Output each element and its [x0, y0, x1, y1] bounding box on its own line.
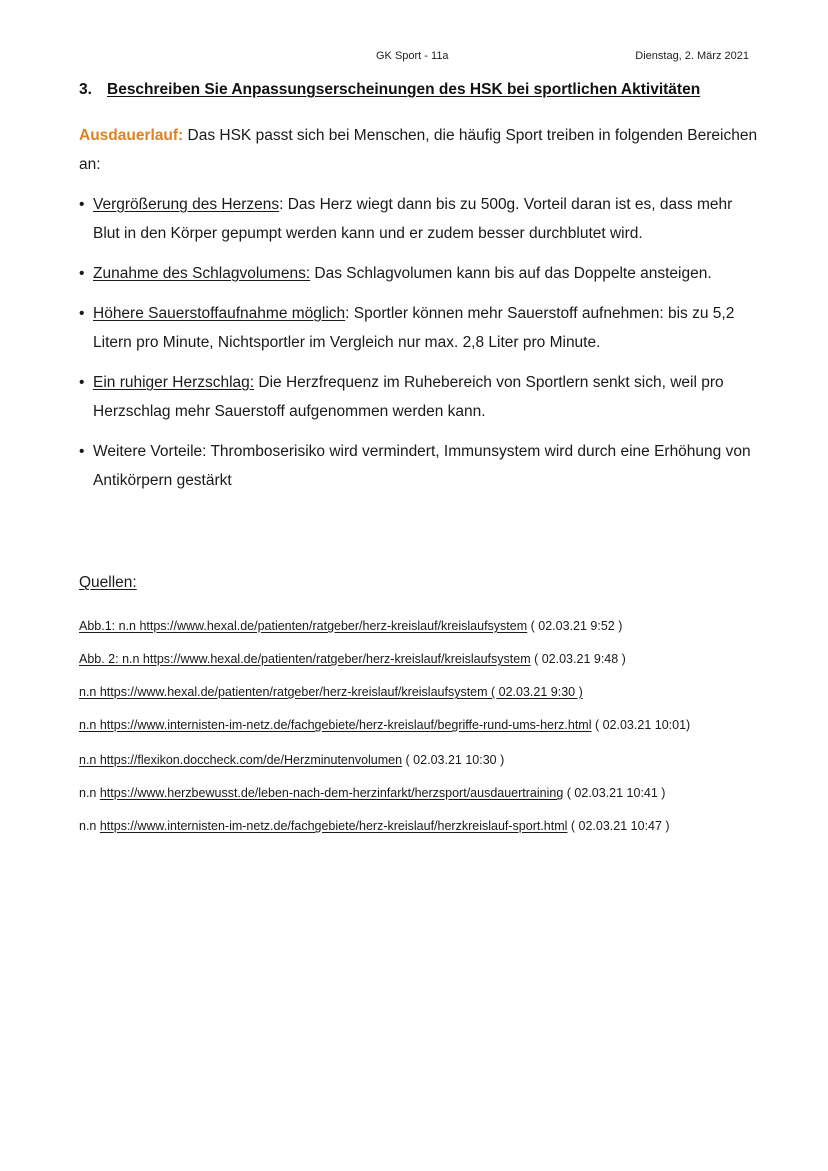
bullet-term: Ein ruhiger Herzschlag:	[93, 374, 255, 391]
source-link[interactable]: https://www.internisten-im-netz.de/fachgebiete/herz-kreislauf/herzkreislauf-sport.html	[99, 819, 568, 833]
source-date: ( 02.03.21 10:01)	[591, 718, 691, 732]
bullet-text: : Sportler können mehr Sauerstoff aufnehmen: bis zu 5,2 Litern pro Minute, Nichtsportler im Vergleich nur max. 2,8 Liter pro Minute.	[93, 305, 735, 351]
list-item	[79, 259, 759, 288]
bullet-term: Höhere Sauerstoffaufnahme möglich	[93, 305, 346, 322]
heading-text: Beschreiben Sie Anpassungserscheinungen des HSK bei sportlichen Aktivitäten	[107, 81, 701, 98]
source-item	[79, 615, 759, 637]
list-item	[79, 299, 759, 357]
bullet-icon: •	[79, 374, 85, 391]
bullet-term: Zunahme des Schlagvolumens:	[93, 265, 311, 282]
source-item	[79, 681, 759, 703]
bullet-text: Das Schlagvolumen kann bis auf das Doppelte ansteigen.	[310, 265, 712, 282]
bullet-icon: •	[79, 265, 85, 282]
bullet-icon: •	[79, 443, 85, 460]
source-item	[79, 749, 759, 771]
bullet-text: : Das Herz wiegt dann bis zu 500g. Vorteil daran ist es, dass mehr Blut in den Körper gepumpt werden kann und er zudem besser durchblutet wird.	[93, 196, 733, 242]
source-date: ( 02.03.21 9:48 )	[530, 652, 626, 666]
section-heading	[79, 81, 759, 99]
bullet-text: Die Herzfrequenz im Ruhebereich von Sportlern senkt sich, weil pro Herzschlag mehr Sauerstoff aufgenommen werden kann.	[93, 374, 724, 420]
source-date: ( 02.03.21 9:52 )	[527, 619, 623, 633]
source-link[interactable]: n.n https://www.internisten-im-netz.de/fachgebiete/herz-kreislauf/begriffe-rund-ums-herz.html	[79, 718, 592, 732]
source-date: ( 02.03.21 10:47 )	[567, 819, 670, 833]
intro-text: Das HSK passt sich bei Menschen, die häufig Sport treiben in folgenden Bereichen an:	[79, 127, 758, 173]
bullet-text: Weitere Vorteile: Thromboserisiko wird vermindert, Immunsystem wird durch eine Erhöhung von Antikörpern gestärkt	[93, 443, 751, 489]
adaptation-list	[79, 190, 759, 506]
source-item	[79, 782, 759, 804]
source-date: ( 02.03.21 10:41 )	[563, 786, 666, 800]
source-link[interactable]: n.n https://www.hexal.de/patienten/ratgeber/herz-kreislauf/kreislaufsystem ( 02.03.21 9:30 )	[79, 685, 583, 699]
list-item	[79, 190, 759, 248]
header-date: Dienstag, 2. März 2021	[635, 50, 749, 62]
sources-list	[79, 615, 759, 848]
source-link[interactable]: https://www.herzbewusst.de/leben-nach-dem-herzinfarkt/herzsport/ausdauertraining	[99, 786, 564, 800]
bullet-icon: •	[79, 196, 85, 213]
sources-title: Quellen:	[79, 574, 137, 591]
list-item	[79, 437, 759, 495]
intro-lead: Ausdauerlauf:	[79, 127, 184, 144]
source-date: ( 02.03.21 10:30 )	[402, 753, 505, 767]
heading-number: 3.	[79, 81, 92, 98]
source-item	[79, 714, 759, 736]
source-link[interactable]: n.n https://flexikon.doccheck.com/de/Herzminutenvolumen	[79, 753, 403, 767]
header-course: GK Sport - 11a	[376, 50, 449, 62]
source-link[interactable]: Abb.1: n.n https://www.hexal.de/patienten/ratgeber/herz-kreislauf/kreislaufsystem	[79, 619, 528, 633]
source-item	[79, 815, 759, 837]
source-link[interactable]: Abb. 2: n.n https://www.hexal.de/patienten/ratgeber/herz-kreislauf/kreislaufsystem	[79, 652, 531, 666]
intro-paragraph	[79, 121, 759, 179]
source-prefix: n.n	[79, 819, 100, 833]
source-item	[79, 648, 759, 670]
source-prefix: n.n	[79, 786, 100, 800]
bullet-icon: •	[79, 305, 85, 322]
list-item	[79, 368, 759, 426]
bullet-term: Vergrößerung des Herzens	[93, 196, 280, 213]
